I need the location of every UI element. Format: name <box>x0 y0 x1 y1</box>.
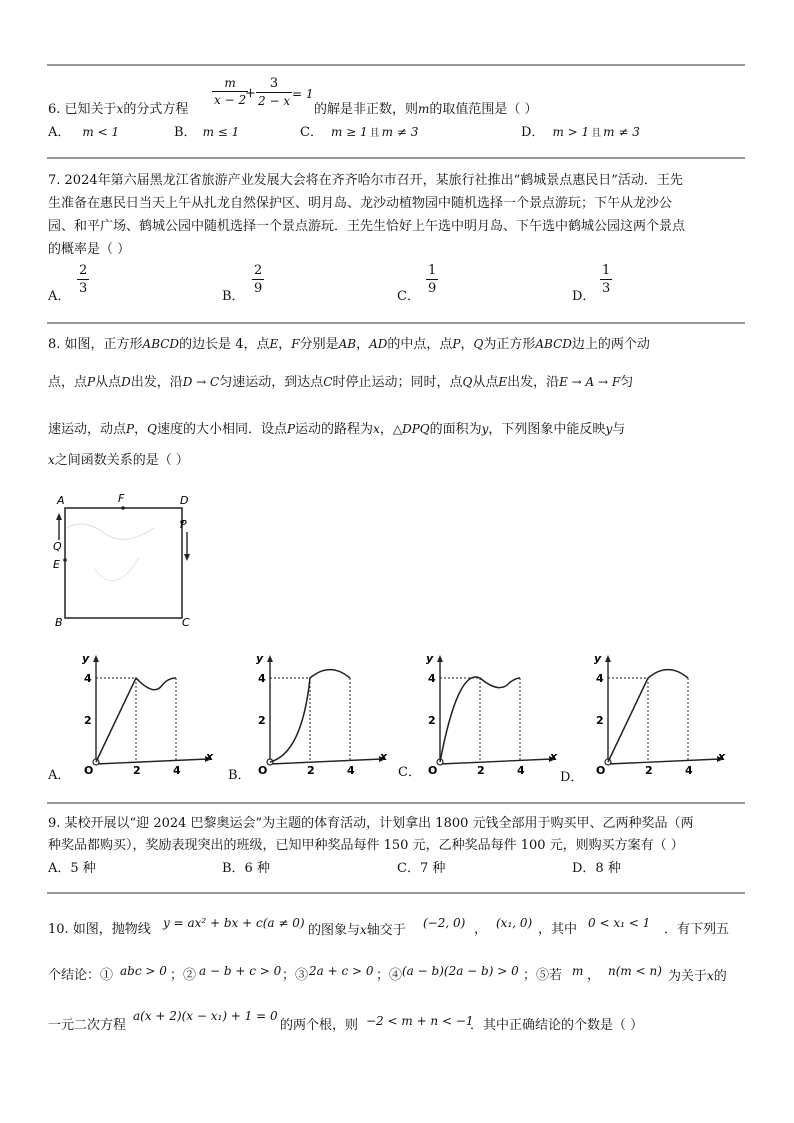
q6-stem-2: 的解是非正数，则m的取值范围是（ ） <box>314 102 538 117</box>
origin-label: O <box>258 764 268 775</box>
x-axis-label: x <box>718 750 726 763</box>
q8-graph-b[interactable] <box>252 650 392 775</box>
q8-line-3: 速运动，动点P，Q速度的大小相同．设点P运动的路程为x，△DPQ的面积为y，下列图象中能反映y与 <box>48 422 626 437</box>
q6-option-d[interactable]: D． m > 1 且 m ≠ 3 <box>521 125 640 140</box>
q10-line-1d: ，其中 <box>538 922 578 937</box>
q10-conclusion-1: abc > 0 <box>120 964 167 978</box>
label-f: F <box>118 492 125 505</box>
q7-option-b-fraction: 2 9 <box>254 263 263 296</box>
q8-line-2: 点，点P从点D出发，沿D → C匀速运动，到达点C时停止运动；同时，点Q从点E出发，沿E → A → F匀 <box>48 375 634 390</box>
q8-option-d-letter[interactable]: D． <box>560 770 584 785</box>
y-axis-arrow <box>605 655 611 662</box>
x-axis-label: x <box>206 750 214 763</box>
q10-conclusion-4: (a − b)(2a − b) > 0 <box>402 964 519 978</box>
y-axis-arrow <box>437 655 443 662</box>
q8-line-4: x之间函数关系的是（ ） <box>48 453 189 468</box>
x-tick-4: 4 <box>517 764 525 775</box>
q6-text-b: 的分式方程 <box>123 102 189 117</box>
x-tick-2: 2 <box>645 764 653 775</box>
y-axis-arrow <box>93 655 99 662</box>
q9-option-c[interactable]: C．7 种 <box>397 861 446 876</box>
y-axis-label: y <box>82 652 90 665</box>
q10-var-n: n(m < n) <box>608 964 662 978</box>
divider-8-9 <box>47 802 745 804</box>
q8-option-a-letter[interactable]: A． <box>48 768 71 783</box>
q8-graph-d[interactable] <box>590 650 730 775</box>
q8-graph-a[interactable] <box>78 650 218 775</box>
q6-fraction-1: m x − 2 <box>214 76 247 107</box>
q10-line-3a: 一元二次方程 <box>48 1018 127 1033</box>
q10-sep-3: ；③ <box>282 968 309 983</box>
q6-plus: + <box>245 86 256 101</box>
label-b: B <box>55 616 63 628</box>
q8-line-1: 8. 如图，正方形ABCD的边长是 4，点E，F分别是AB，AD的中点，点P，Q为正方形ABCD边上的两个动 <box>48 337 650 352</box>
x-tick-4: 4 <box>685 764 693 775</box>
q7-option-a-fraction: 2 3 <box>79 263 88 296</box>
q8-option-b-letter[interactable]: B． <box>228 768 251 783</box>
q7-option-b-letter[interactable]: B． <box>222 289 245 304</box>
q8-option-c-letter[interactable]: C． <box>398 765 421 780</box>
y-tick-2: 2 <box>258 714 266 727</box>
q7-line-2: 生准备在惠民日当天上午从扎龙自然保护区、明月岛、龙沙动植物园中随机选择一个景点游玩；下午从龙沙公 <box>48 196 673 211</box>
q7-option-d-letter[interactable]: D． <box>572 289 596 304</box>
q8-graph-c[interactable] <box>422 650 562 775</box>
point-f <box>121 506 125 510</box>
q6-var-x: x <box>116 102 124 116</box>
q9-option-d[interactable]: D．8 种 <box>572 861 621 876</box>
q10-comma-1: ， <box>474 922 488 937</box>
x-axis-label: x <box>550 750 558 763</box>
q10-line-3c: ．其中正确结论的个数是（ ） <box>470 1018 644 1033</box>
y-tick-2: 2 <box>428 714 436 727</box>
q10-line-2a: 个结论：① <box>48 968 114 983</box>
q6-stem <box>48 101 188 118</box>
point-e <box>63 558 67 562</box>
q6-rhs: = 1 <box>292 87 314 101</box>
q7-line-4: 的概率是（ ） <box>48 242 131 257</box>
q7-option-d-fraction: 1 3 <box>602 263 611 296</box>
divider-9-10 <box>47 892 745 894</box>
q6-option-a[interactable]: A． m < 1 <box>48 125 120 140</box>
q7-option-a-letter[interactable]: A． <box>48 289 71 304</box>
q6-text-a: 6. 已知关于 <box>48 102 117 117</box>
label-q: Q <box>53 540 62 553</box>
y-tick-2: 2 <box>596 714 604 727</box>
x-axis <box>440 759 552 764</box>
q10-range: 0 < x₁ < 1 <box>588 916 651 930</box>
q9-option-a[interactable]: A．5 种 <box>48 861 96 876</box>
q10-point-1: (−2, 0) <box>423 916 466 930</box>
x-axis-label: x <box>380 750 388 763</box>
q6-fraction-2: 3 2 − x <box>258 76 291 108</box>
q10-sep-4: ；④ <box>376 968 403 983</box>
q9-option-b[interactable]: B．6 种 <box>222 861 270 876</box>
y-axis-arrow <box>267 655 273 662</box>
x-tick-4: 4 <box>347 764 355 775</box>
q6-option-b[interactable]: B． m ≤ 1 <box>174 125 240 140</box>
divider-6-7 <box>47 157 745 159</box>
q10-point-2: (x₁, 0) <box>496 916 533 930</box>
q10-line-1a: 10. 如图，抛物线 <box>48 922 151 937</box>
q10-conclusion-3: 2a + c > 0 <box>309 964 374 978</box>
q10-sep-5: ；⑤若 <box>523 968 563 983</box>
q6-option-c[interactable]: C． m ≥ 1 且 m ≠ 3 <box>300 125 419 140</box>
q10-line-1e: ．有下列五 <box>664 922 730 937</box>
q10-line-1b: 的图象与x轴交于 <box>308 923 406 938</box>
x-axis <box>270 759 382 764</box>
q10-var-m: m <box>572 964 584 978</box>
top-divider <box>47 64 745 66</box>
x-tick-2: 2 <box>477 764 485 775</box>
y-tick-4: 4 <box>84 672 92 685</box>
q7-line-3: 园、和平广场、鹤城公园中随机选择一个景点游玩．王先生恰好上午选中明月岛、下午选中鹤城公园这两个景点 <box>48 219 686 234</box>
y-tick-2: 2 <box>84 714 92 727</box>
q10-comma-2: ， <box>587 968 601 983</box>
label-c: C <box>182 616 190 628</box>
label-p: P <box>180 518 187 531</box>
x-axis <box>608 759 720 764</box>
q10-conclusion-2: a − b + c > 0 <box>199 964 282 978</box>
q9-line-1: 9. 某校开展以“迎 2024 巴黎奥运会”为主题的体育活动，计划拿出 1800 元钱全部用于购买甲、乙两种奖品（两 <box>48 816 694 831</box>
q9-line-2: 种奖品都购买），奖励表现突出的班级，已知甲种奖品每件 150 元，乙种奖品每件 100 元，则购买方案有（ ） <box>48 838 684 853</box>
q10-conclusion-5: −2 < m + n < −1 <box>366 1014 474 1028</box>
q10-line-3b: 的两个根，则 <box>280 1018 359 1033</box>
y-tick-4: 4 <box>258 672 266 685</box>
origin-label: O <box>84 764 94 775</box>
x-tick-4: 4 <box>173 764 181 775</box>
q10-equation: a(x + 2)(x − x₁) + 1 = 0 <box>133 1009 278 1023</box>
origin-label: O <box>596 764 606 775</box>
x-axis <box>96 759 208 764</box>
y-axis-label: y <box>426 652 434 665</box>
divider-7-8 <box>47 322 745 324</box>
q7-option-c-fraction: 1 9 <box>428 263 437 296</box>
q8-square-figure <box>44 488 204 628</box>
y-tick-4: 4 <box>428 672 436 685</box>
q7-option-c-letter[interactable]: C． <box>397 289 420 304</box>
x-tick-2: 2 <box>307 764 315 775</box>
q10-line-2f: 为关于x的 <box>668 969 727 984</box>
label-a: A <box>57 494 65 507</box>
origin-label: O <box>428 764 438 775</box>
q10-sep-2: ；② <box>170 968 197 983</box>
label-e: E <box>53 558 60 571</box>
x-tick-2: 2 <box>133 764 141 775</box>
y-axis-label: y <box>594 652 602 665</box>
y-axis-label: y <box>256 652 264 665</box>
q7-line-1: 7. 2024年第六届黑龙江省旅游产业发展大会将在齐齐哈尔市召开，某旅行社推出“鹤城景点惠民日”活动．王先 <box>48 173 683 188</box>
q10-parabola-eq: y = ax² + bx + c(a ≠ 0) <box>163 916 305 930</box>
label-d: D <box>180 494 189 507</box>
y-tick-4: 4 <box>596 672 604 685</box>
